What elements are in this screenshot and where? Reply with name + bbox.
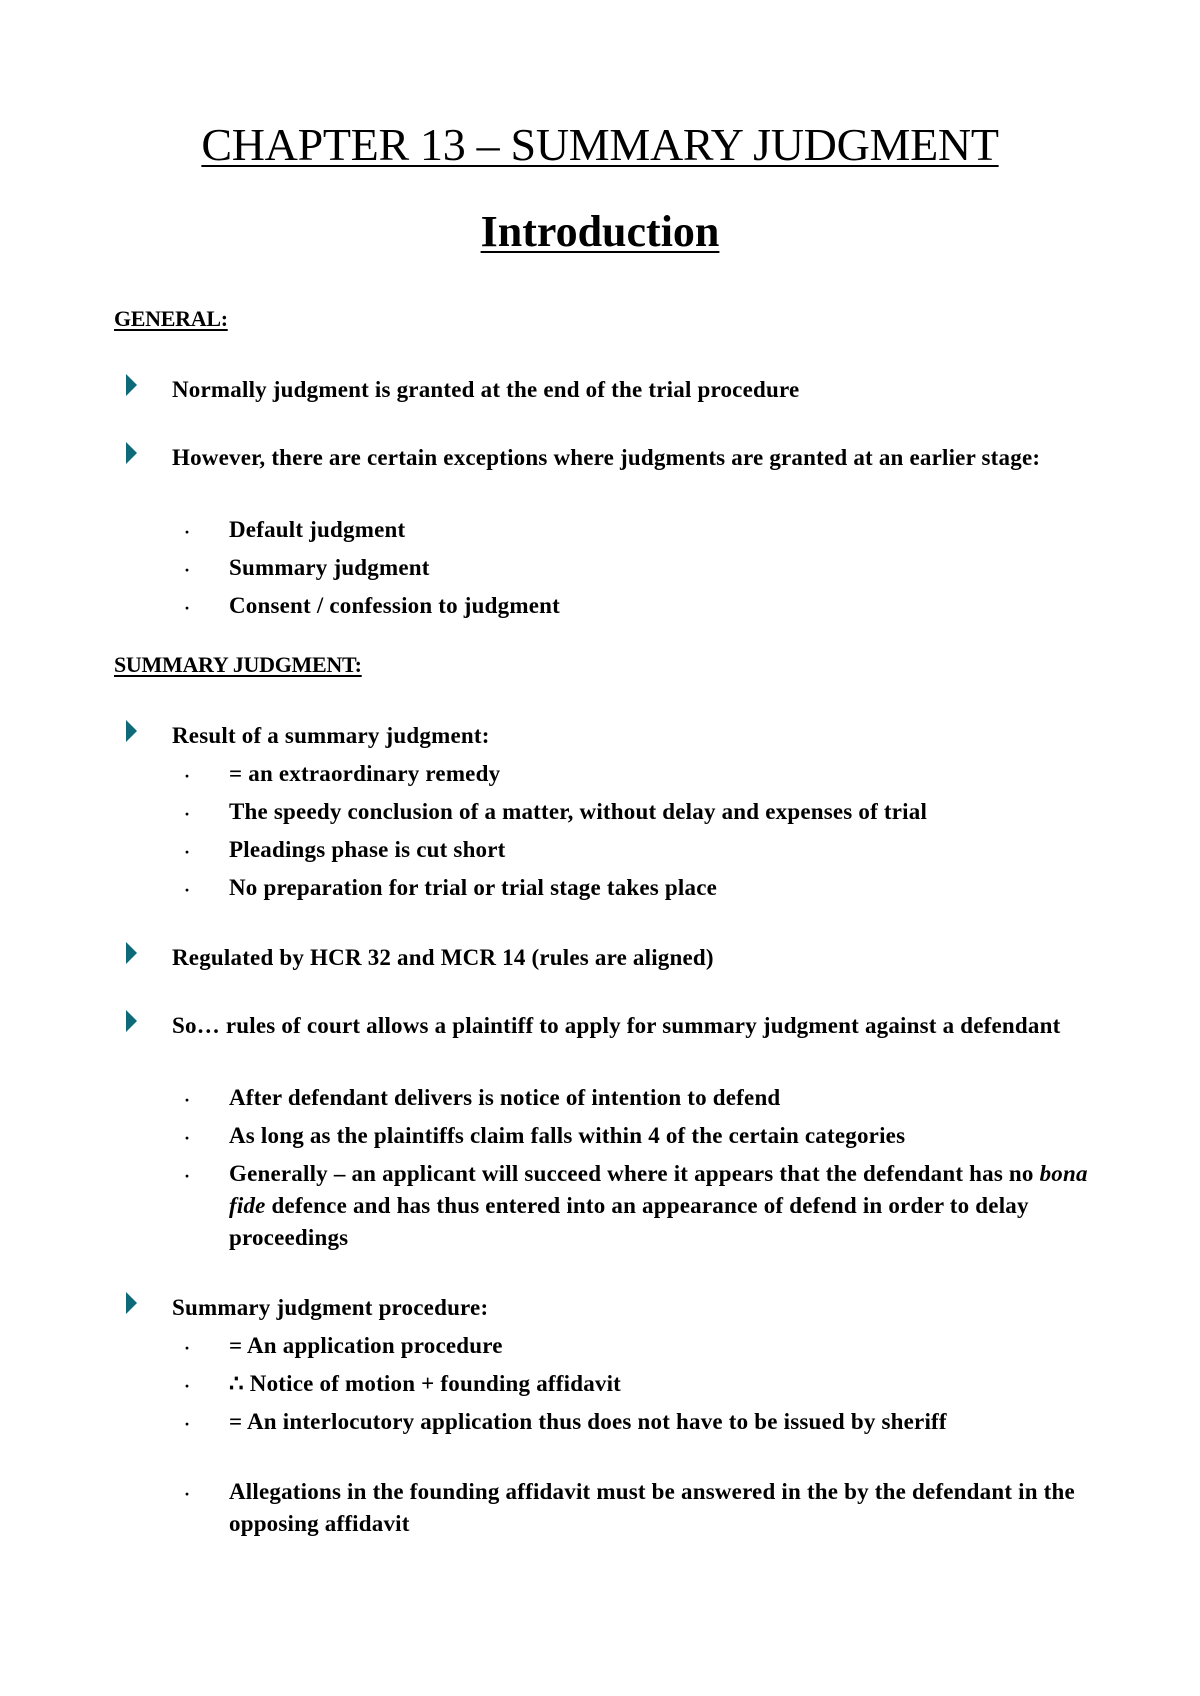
sub-bullet-dot: ·	[184, 880, 191, 900]
sub-bullet-dot: ·	[184, 1166, 191, 1186]
sub-bullet-text: No preparation for trial or trial stage takes place	[229, 875, 718, 900]
sub-bullet-text: = An interlocutory application thus does not have to be issued by sheriff	[229, 1409, 947, 1434]
sub-bullet-text: Allegations in the founding affidavit must be answered in the by the defendant in the opposing affidavit	[229, 1479, 1075, 1536]
bullet-text: Normally judgment is granted at the end of the trial procedure	[172, 377, 800, 402]
sub-bullet-text	[229, 1158, 1109, 1254]
bullet-text: However, there are certain exceptions where judgments are granted at an earlier stage:	[172, 445, 1041, 470]
page-subtitle: Introduction	[480, 207, 720, 256]
bullet-text: So… rules of court allows a plaintiff to apply for summary judgment against a defendant	[172, 1013, 1061, 1038]
page-title: CHAPTER 13 – SUMMARY JUDGMENT	[201, 119, 999, 170]
section-heading-general: GENERAL:	[114, 306, 228, 331]
sub-bullet-dot: ·	[184, 560, 191, 580]
sub-bullet-text: Summary judgment	[229, 555, 430, 580]
arrow-bullet-icon	[126, 374, 137, 396]
sub-bullet-text: = An application procedure	[229, 1333, 503, 1358]
sub-bullet-dot: ·	[184, 842, 191, 862]
italic-term: bona fide	[229, 1161, 1088, 1218]
sub-bullet-dot: ·	[184, 598, 191, 618]
sub-bullet-dot: ·	[184, 1376, 191, 1396]
section-heading-summary-judgment: SUMMARY JUDGMENT:	[114, 652, 362, 677]
sub-bullet-dot: ·	[184, 1484, 191, 1504]
sub-bullet-dot: ·	[184, 1338, 191, 1358]
arrow-bullet-icon	[126, 942, 137, 964]
sub-bullet-dot: ·	[184, 1128, 191, 1148]
arrow-bullet-icon	[126, 720, 137, 742]
arrow-bullet-icon	[126, 442, 137, 464]
sub-bullet-text: The speedy conclusion of a matter, without delay and expenses of trial	[229, 799, 928, 824]
sub-bullet-dot: ·	[184, 766, 191, 786]
sub-bullet-text: = an extraordinary remedy	[229, 761, 501, 786]
sub-bullet-text: As long as the plaintiffs claim falls within 4 of the certain categories	[229, 1123, 906, 1148]
sub-bullet-text: After defendant delivers is notice of intention to defend	[229, 1085, 781, 1110]
sub-bullet-text: ∴ Notice of motion + founding affidavit	[229, 1371, 622, 1396]
text-run: Generally – an applicant will succeed where it appears that the defendant has no	[229, 1161, 1040, 1186]
sub-bullet-dot: ·	[184, 522, 191, 542]
sub-bullet-dot: ·	[184, 1090, 191, 1110]
sub-bullet-text: Default judgment	[229, 517, 406, 542]
bullet-text: Result of a summary judgment:	[172, 723, 490, 748]
arrow-bullet-icon	[126, 1292, 137, 1314]
bullet-text: Regulated by HCR 32 and MCR 14 (rules are aligned)	[172, 945, 714, 970]
sub-bullet-dot: ·	[184, 1414, 191, 1434]
bullet-text: Summary judgment procedure:	[172, 1295, 489, 1320]
text-run: defence and has thus entered into an appearance of defend in order to delay proceedings	[229, 1193, 1029, 1250]
sub-bullet-dot: ·	[184, 804, 191, 824]
arrow-bullet-icon	[126, 1010, 137, 1032]
sub-bullet-text: Pleadings phase is cut short	[229, 837, 506, 862]
sub-bullet-text: Consent / confession to judgment	[229, 593, 560, 618]
